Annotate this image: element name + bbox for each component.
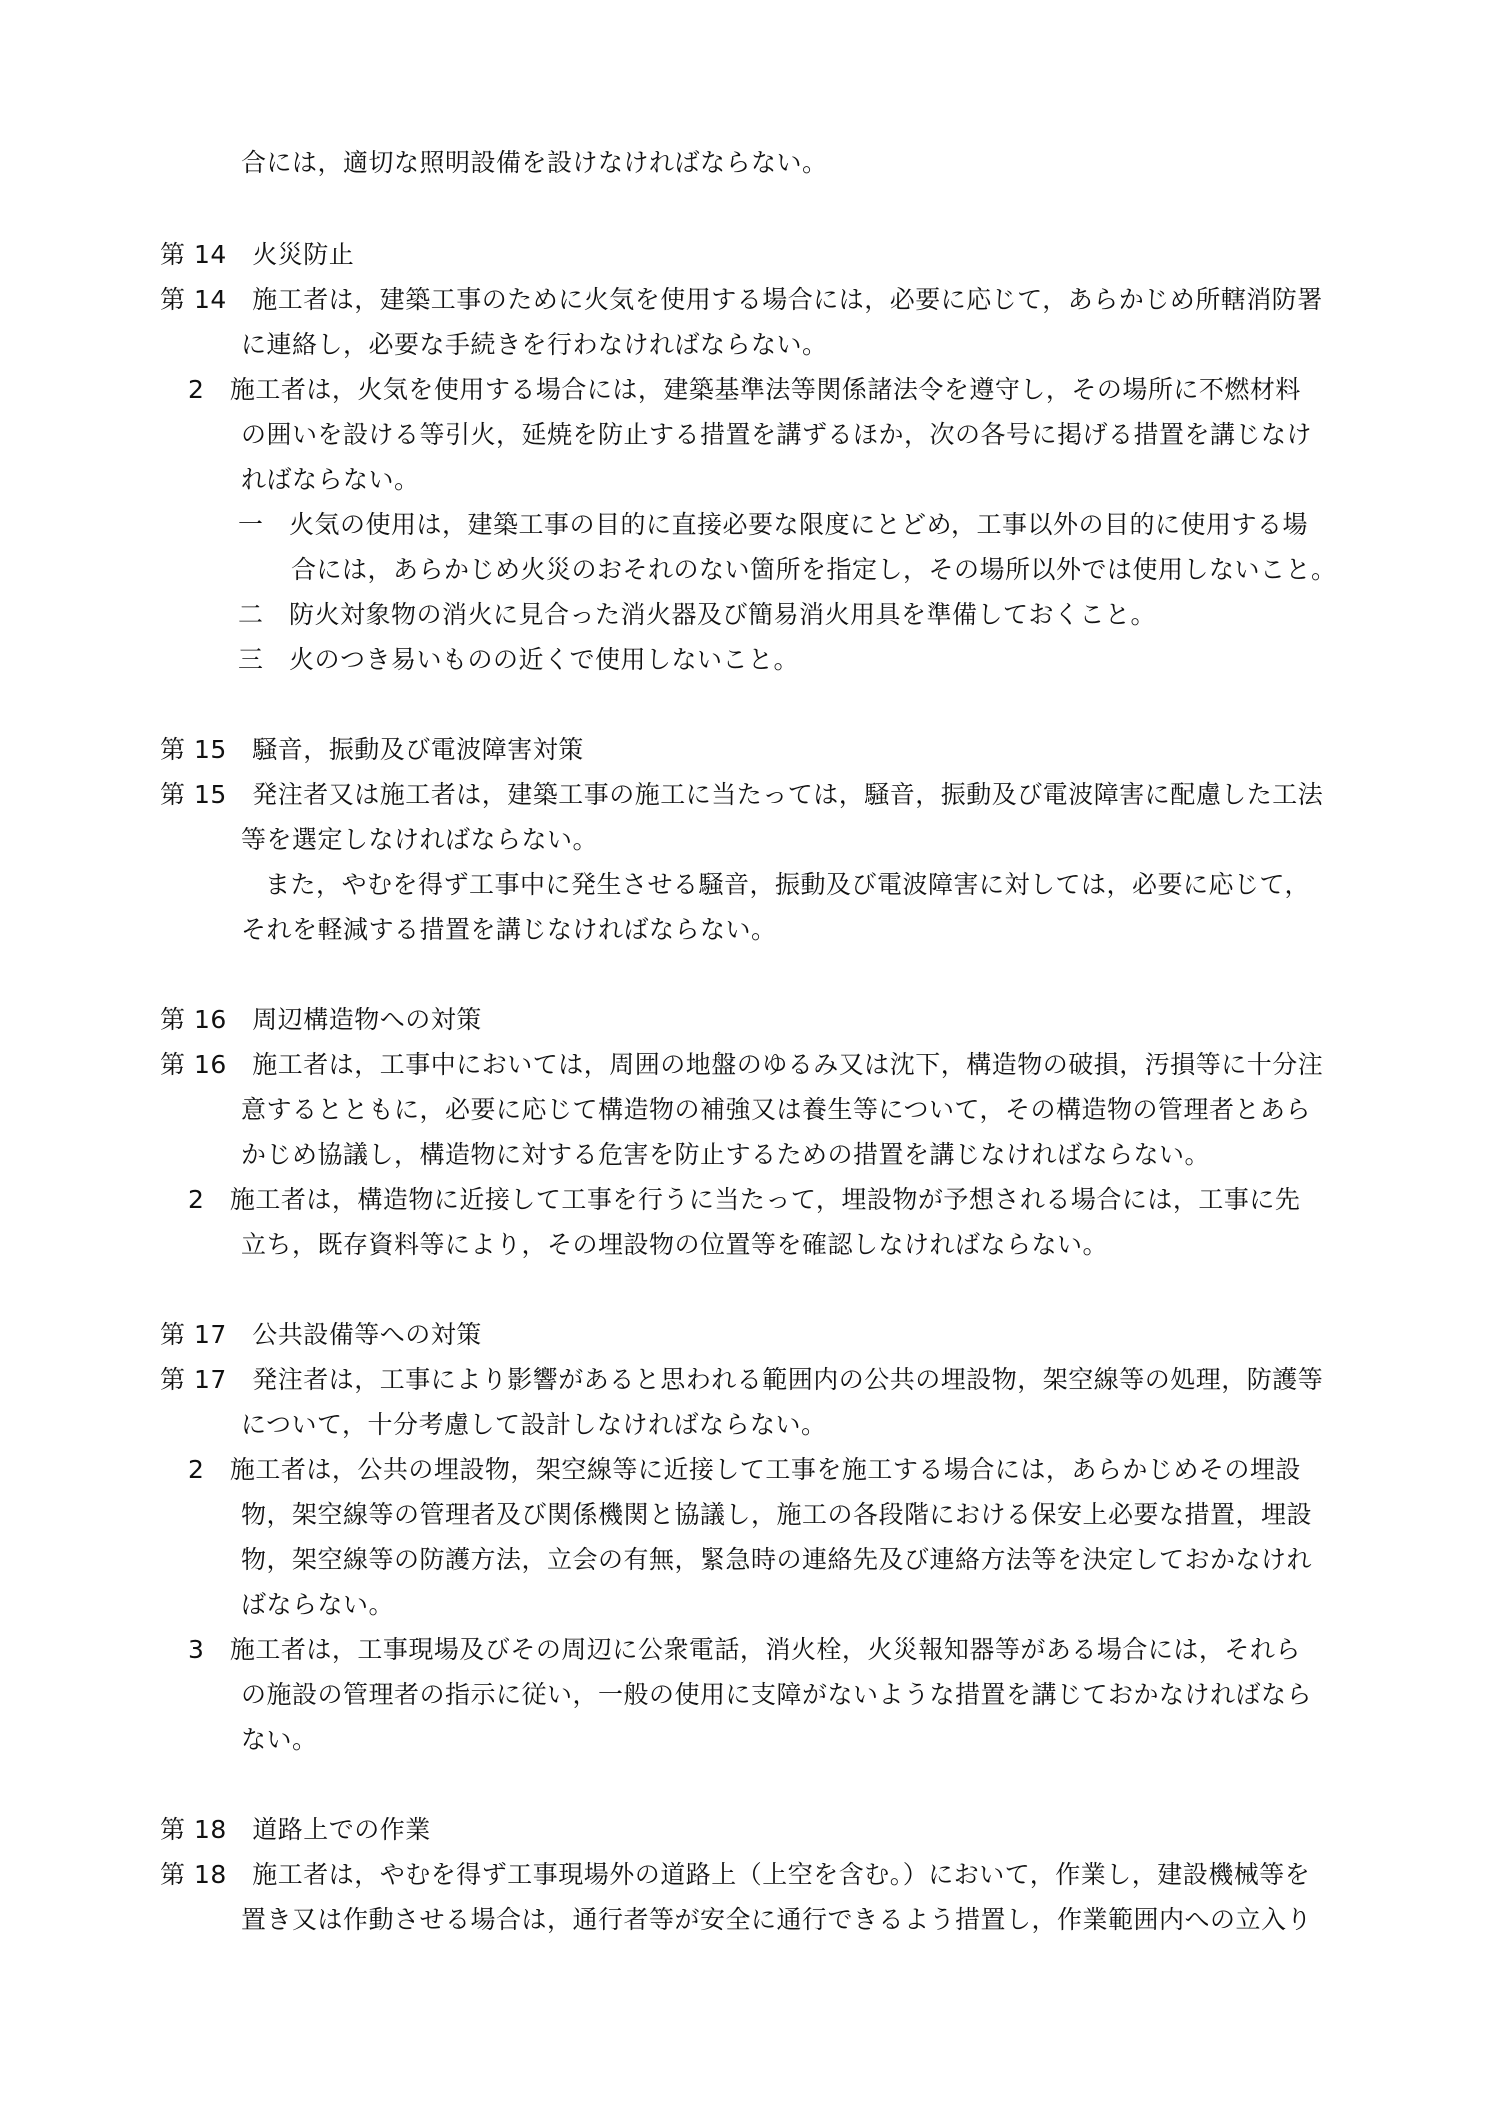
text-line: 2 施工者は，構造物に近接して工事を行うに当たって，埋設物が予想される場合には，工事に先 bbox=[188, 1185, 1301, 1214]
text-line: 第 16 施工者は，工事中においては，周囲の地盤のゆるみ又は沈下，構造物の破損，汚損等に十分注 bbox=[160, 1050, 1324, 1079]
text-line: 置き又は作動させる場合は，通行者等が安全に通行できるよう措置し，作業範囲内への立入り bbox=[241, 1905, 1313, 1934]
text-line: また，やむを得ず工事中に発生させる騒音，振動及び電波障害に対しては，必要に応じて， bbox=[265, 870, 1311, 899]
section-heading: 第 18 道路上での作業 bbox=[160, 1815, 431, 1844]
text-line: 一 火気の使用は，建築工事の目的に直接必要な限度にとどめ，工事以外の目的に使用する場 bbox=[238, 510, 1309, 539]
text-line: 2 施工者は，公共の埋設物，架空線等に近接して工事を施工する場合には，あらかじめその埋設 bbox=[188, 1455, 1301, 1484]
text-line: 2 施工者は，火気を使用する場合には，建築基準法等関係諸法令を遵守し，その場所に不燃材料 bbox=[188, 375, 1301, 404]
text-line: 物，架空線等の防護方法，立会の有無，緊急時の連絡先及び連絡方法等を決定しておかなけれ bbox=[241, 1545, 1313, 1574]
text-line: 物，架空線等の管理者及び関係機関と協議し，施工の各段階における保安上必要な措置，埋設 bbox=[241, 1500, 1313, 1529]
text-line: について，十分考慮して設計しなければならない。 bbox=[241, 1410, 827, 1439]
text-line: それを軽減する措置を講じなければならない。 bbox=[241, 915, 777, 944]
section-heading: 第 16 周辺構造物への対策 bbox=[160, 1005, 482, 1034]
text-line: 二 防火対象物の消火に見合った消火器及び簡易消火用具を準備しておくこと。 bbox=[238, 600, 1157, 629]
text-line: 合には，あらかじめ火災のおそれのない箇所を指定し，その場所以外では使用しないこと。 bbox=[291, 555, 1337, 584]
text-line: ばならない。 bbox=[241, 1590, 395, 1619]
text-line: 3 施工者は，工事現場及びその周辺に公衆電話，消火栓，火災報知器等がある場合には，それら bbox=[188, 1635, 1301, 1664]
text-line: ればならない。 bbox=[241, 465, 420, 494]
text-line: 意するとともに，必要に応じて構造物の補強又は養生等について，その構造物の管理者とあら bbox=[241, 1095, 1312, 1124]
text-line: 第 18 施工者は，やむを得ず工事現場外の道路上（上空を含む。）において，作業し，建設機械等を bbox=[160, 1860, 1311, 1889]
text-line: 第 14 施工者は，建築工事のために火気を使用する場合には，必要に応じて，あらかじめ所轄消防署 bbox=[160, 285, 1323, 314]
section-heading: 第 17 公共設備等への対策 bbox=[160, 1320, 482, 1349]
text-line: 合には，適切な照明設備を設けなければならない。 bbox=[241, 148, 828, 177]
text-line: 三 火のつき易いものの近くで使用しないこと。 bbox=[238, 645, 800, 674]
text-line: 等を選定しなければならない。 bbox=[241, 825, 599, 854]
text-line: かじめ協議し，構造物に対する危害を防止するための措置を講じなければならない。 bbox=[241, 1140, 1211, 1169]
section-heading: 第 14 火災防止 bbox=[160, 240, 355, 269]
section-heading: 第 15 騒音，振動及び電波障害対策 bbox=[160, 735, 584, 764]
text-line: に連絡し，必要な手続きを行わなければならない。 bbox=[241, 330, 828, 359]
text-line: 立ち，既存資料等により，その埋設物の位置等を確認しなければならない。 bbox=[241, 1230, 1109, 1259]
text-line: の囲いを設ける等引火，延焼を防止する措置を講ずるほか，次の各号に掲げる措置を講じなけ bbox=[241, 420, 1313, 449]
text-line: 第 17 発注者は，工事により影響があると思われる範囲内の公共の埋設物，架空線等の処理，防護等 bbox=[160, 1365, 1324, 1394]
text-line: ない。 bbox=[241, 1725, 318, 1754]
text-line: の施設の管理者の指示に従い，一般の使用に支障がないような措置を講じておかなければなら bbox=[241, 1680, 1313, 1709]
text-line: 第 15 発注者又は施工者は，建築工事の施工に当たっては，騒音，振動及び電波障害に配慮した工法 bbox=[160, 780, 1324, 809]
